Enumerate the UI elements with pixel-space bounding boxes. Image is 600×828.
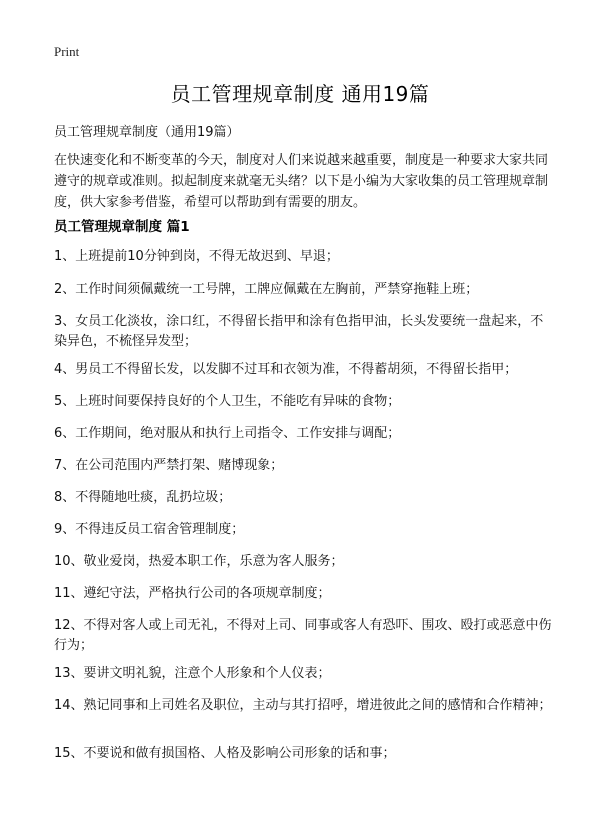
section-heading: 员工管理规章制度 篇1	[54, 219, 190, 235]
rule-item-14: 14、熟记同事和上司姓名及职位，主动与其打招呼，增进彼此之间的感情和合作精神；	[54, 698, 552, 713]
intro-paragraph: 在快速变化和不断变革的今天，制度对人们来说越来越重要，制度是一种要求大家共同遵守的规章或准则。拟起制度来就毫无头绪？以下是小编为大家收集的员工管理规章制度，供大家参考借鉴，希望可以帮助到有需要的朋友。	[54, 153, 549, 210]
rule-item-2: 2、工作时间须佩戴统一工号牌，工牌应佩戴在左胸前，严禁穿拖鞋上班；	[54, 282, 479, 297]
rule-item-15: 15、不要说和做有损国格、人格及影响公司形象的话和事；	[54, 746, 396, 761]
rule-item-7: 7、在公司范围内严禁打架、赌博现象；	[54, 458, 284, 473]
rule-item-4: 4、男员工不得留长发，以发脚不过耳和衣领为准，不得蓄胡须，不得留长指甲；	[54, 362, 518, 377]
rule-item-8: 8、不得随地吐痰，乱扔垃圾；	[54, 490, 232, 505]
rule-item-5: 5、上班时间要保持良好的个人卫生，不能吃有异味的食物；	[54, 394, 401, 409]
print-link[interactable]: Print	[54, 44, 80, 59]
document-subtitle: 员工管理规章制度（通用19篇）	[54, 125, 240, 140]
rule-item-13: 13、要讲文明礼貌，注意个人形象和个人仪表；	[54, 666, 331, 681]
rule-item-9: 9、不得违反员工宿舍管理制度；	[54, 522, 245, 537]
rule-item-1: 1、上班提前10分钟到岗，不得无故迟到、早退；	[54, 249, 339, 264]
rule-item-6: 6、工作期间，绝对服从和执行上司指令、工作安排与调配；	[54, 426, 401, 441]
rule-item-10: 10、敬业爱岗，热爱本职工作，乐意为客人服务；	[54, 554, 344, 569]
rule-item-3: 3、女员工化淡妆，涂口红，不得留长指甲和涂有色指甲油，长头发要统一盘起来，不染异色，不梳怪异发型；	[54, 314, 544, 349]
document-title: 员工管理规章制度 通用19篇	[170, 82, 430, 106]
rule-item-11: 11、遵纪守法，严格执行公司的各项规章制度；	[54, 586, 331, 601]
rule-item-12: 12、不得对客人或上司无礼，不得对上司、同事或客人有恐吓、围攻、殴打或恶意中伤行为；	[54, 618, 552, 653]
